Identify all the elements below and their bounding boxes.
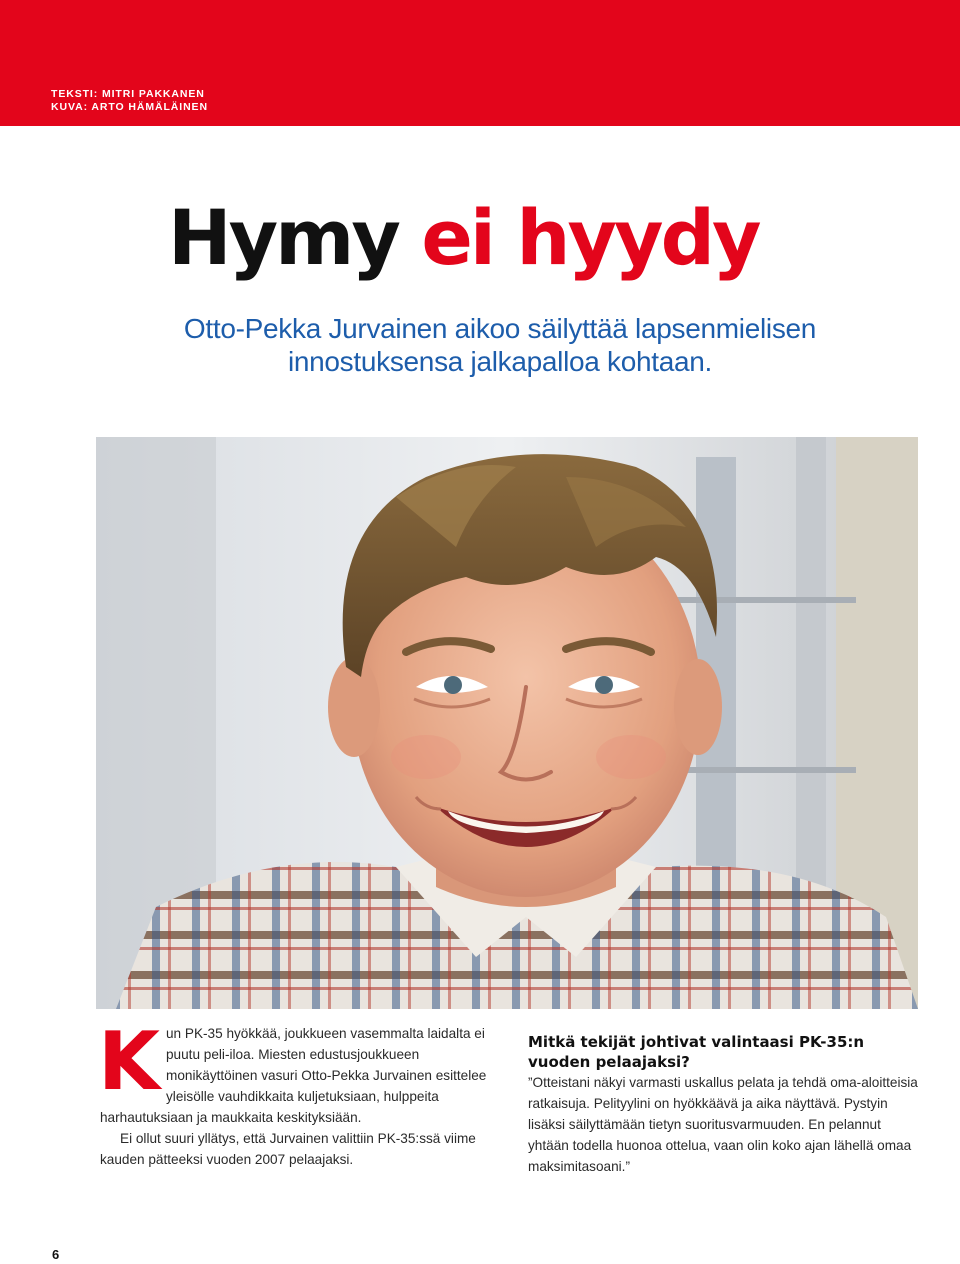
article-column-left [98,1015,492,1170]
drop-cap: K [98,1015,160,1108]
credit-photo: KUVA: ARTO HÄMÄLÄINEN [51,101,208,113]
credit-text: TEKSTI: MITRI PAKKANEN [51,88,205,100]
title-part-black: Hymy [168,193,398,282]
portrait-illustration [96,437,918,1009]
lead-line-1: Otto-Pekka Jurvainen aikoo säilyttää lapsenmielisen [183,313,817,344]
page-number: 6 [52,1247,60,1262]
article-paragraph-1: un PK-35 hyökkää, joukkueen vasemmalta laidalta ei puutu peli-iloa. Miesten edustusjoukkueen monikäyttöinen vasuri Otto-Pekka Jurvainen esittelee yleisölle vauhdikkaita kuljetuksiaan, hulppeita harhautuksiaan ja maukkaita keskityksiään. [100,1026,487,1125]
article-credits [51,88,208,114]
article-lead [120,312,880,378]
article-title [168,193,759,282]
lead-line-2: innostuksensa jalkapalloa kohtaan. [287,346,713,377]
article-paragraph-2: Ei ollut suuri yllätys, että Jurvainen valittiin PK-35:ssä viime kauden pätteeksi vuoden 2007 pelaajaksi. [100,1131,476,1167]
article-column-right [528,1032,924,1177]
interview-question: Mitkä tekijät johtivat valintaasi PK-35:n vuoden pelaajaksi? [528,1033,865,1071]
interview-answer: ”Otteistani näkyi varmasti uskallus pelata ja tehdä oma-aloitteisia ratkaisuja. Pelityylini on hyökkäävä ja aika näyttävä. Pystyin lisäksi säilyttämään tietyn suoritusvarmuuden. En pelannut yhtään todella huonoa ottelua, vaan olin koko ajan lähellä omaa maksimitasoani.” [528,1075,918,1174]
portrait-photo [96,437,918,1009]
title-part-red: ei hyydy [421,193,759,282]
